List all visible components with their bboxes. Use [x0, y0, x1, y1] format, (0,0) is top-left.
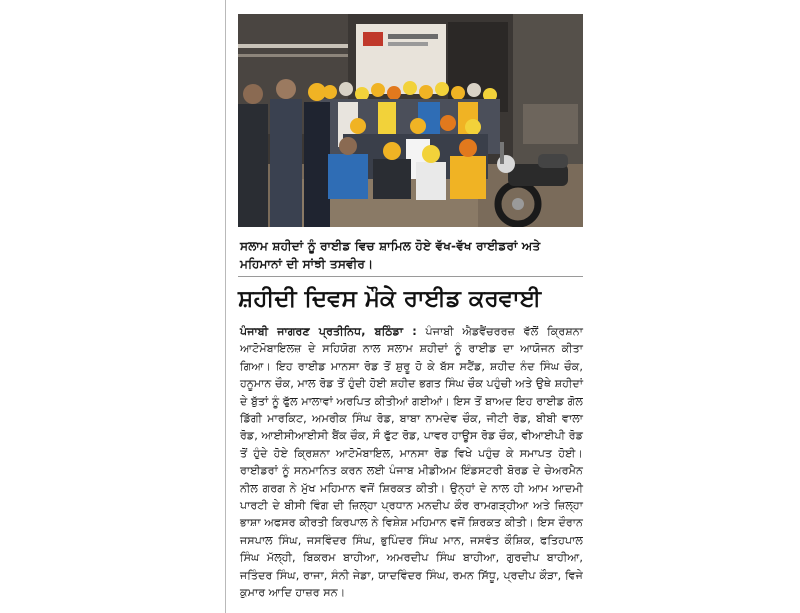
column-divider: [225, 0, 226, 613]
group-photo-illustration: [238, 14, 583, 227]
article-body: [240, 323, 583, 602]
caption-divider: [238, 276, 583, 277]
byline: ਪੰਜਾਬੀ ਜਾਗਰਣ ਪ੍ਰਤੀਨਿਧ, ਬਠਿੰਡਾ :: [240, 325, 417, 338]
photo-caption: ਸਲਾਮ ਸ਼ਹੀਦਾਂ ਨੂੰ ਰਾਈਡ ਵਿਚ ਸ਼ਾਮਿਲ ਹੋਏ ਵੱਖ-ਵੱਖ ਰਾਈਡਰਾਂ ਅਤੇ ਮਹਿਮਾਨਾਂ ਦੀ ਸਾਂਝੀ ਤਸਵੀਰ।: [240, 239, 541, 271]
headline: ਸ਼ਹੀਦੀ ਦਿਵਸ ਮੌਕੇ ਰਾਈਡ ਕਰਵਾਈ: [238, 285, 542, 312]
news-photo: [238, 14, 583, 227]
article-text: ਪੰਜਾਬੀ ਐਡਵੈਂਚਰਰਜ਼ ਵੱਲੋਂ ਕ੍ਰਿਸ਼ਨਾ ਆਟੋਮੋਬਾਇਲਜ਼ ਦੇ ਸਹਿਯੋਗ ਨਾਲ ਸਲਾਮ ਸ਼ਹੀਦਾਂ ਨੂੰ ਰਾਈਡ ਦਾ ਆਯੋਜਨ ਕੀਤਾ ਗਿਆ। ਇਹ ਰਾਈਡ ਮਾਨਸਾ ਰੋਡ ਤੋਂ ਸ਼ੁਰੂ ਹੋ ਕੇ ਬੱਸ ਸਟੈਂਡ, ਸ਼ਹੀਦ ਨੰਦ ਸਿੰਘ ਚੌਕ, ਹਨੂਮਾਨ ਚੌਕ, ਮਾਲ ਰੋਡ ਤੋਂ ਹੁੰਦੀ ਹੋਈ ਸ਼ਹੀਦ ਭਗਤ ਸਿੰਘ ਚੌਕ ਪਹੁੰਚੀ ਅਤੇ ਉਥੇ ਸ਼ਹੀਦਾਂ ਦੇ ਬੁੱਤਾਂ ਨੂੰ ਫੁੱਲ ਮਾਲਾਵਾਂ ਅਰਪਿਤ ਕੀਤੀਆਂ ਗਈਆਂ। ਇਸ ਤੋਂ ਬਾਅਦ ਇਹ ਰਾਈਡ ਗੋਲ ਡਿੱਗੀ ਮਾਰਕਿਟ, ਅਮਰੀਕ ਸਿੰਘ ਰੋਡ, ਬਾਬਾ ਨਾਮਦੇਵ ਚੌਕ, ਜੀਟੀ ਰੋਡ, ਬੀਬੀ ਵਾਲਾ ਰੋਡ, ਆਈਸੀਆਈਸੀ ਬੈਂਕ ਚੌਕ, ਸੌ ਫੁੱਟ ਰੋਡ, ਪਾਵਰ ਹਾਊਸ ਰੋਡ ਚੌਕ, ਵੀਆਈਪੀ ਰੋਡ ਤੋਂ ਹੁੰਦੇ ਹੋਏ ਕ੍ਰਿਸ਼ਨਾ ਆਟੋਮੋਬਾਇਲ, ਮਾਨਸਾ ਰੋਡ ਵਿਖੇ ਪਹੁੰਚ ਕੇ ਸਮਾਪਤ ਹੋਈ। ਰਾਈਡਰਾਂ ਨੂੰ ਸਨਮਾਨਿਤ ਕਰਨ ਲਈ ਪੰਜਾਬ ਮੀਡੀਅਮ ਇੰਡਸਟਰੀ ਬੋਰਡ ਦੇ ਚੇਅਰਮੈਨ ਨੀਲ ਗਰਗ ਨੇ ਮੁੱਖ ਮਹਿਮਾਨ ਵਜੋਂ ਸ਼ਿਰਕਤ ਕੀਤੀ। ਉਨ੍ਹਾਂ ਦੇ ਨਾਲ ਹੀ ਆਮ ਆਦਮੀ ਪਾਰਟੀ ਦੇ ਬੀਸੀ ਵਿੰਗ ਦੀ ਜ਼ਿਲ੍ਹਾ ਪ੍ਰਧਾਨ ਮਨਦੀਪ ਕੌਰ ਰਾਮਗੜ੍ਹੀਆ ਅਤੇ ਜ਼ਿਲ੍ਹਾ ਭਾਸ਼ਾ ਅਫਸਰ ਕੀਰਤੀ ਕਿਰਪਾਲ ਨੇ ਵਿਸ਼ੇਸ਼ ਮਹਿਮਾਨ ਵਜੋਂ ਸ਼ਿਰਕਤ ਕੀਤੀ। ਇਸ ਦੌਰਾਨ ਜਸਪਾਲ ਸਿੰਘ, ਜਸਵਿੰਦਰ ਸਿੰਘ, ਭੁਪਿੰਦਰ ਸਿੰਘ ਮਾਨ, ਜਸਵੰਤ ਕੌਸ਼ਿਕ, ਫਤਿਹਪਾਲ ਸਿੰਘ ਮੱਲ੍ਹੀ, ਬਿਕਰਮ ਬਾਹੀਆ, ਅਮਰਦੀਪ ਸਿੰਘ ਬਾਹੀਆ, ਗੁਰਦੀਪ ਬਾਹੀਆ, ਜਤਿੰਦਰ ਸਿੰਘ, ਰਾਜਾ, ਸੰਨੀ ਜੇਡਾ, ਯਾਦਵਿੰਦਰ ਸਿੰਘ, ਰਮਨ ਸਿੱਧੂ, ਪ੍ਰਦੀਪ ਕੌੜਾ, ਵਿਜੇ ਕੁਮਾਰ ਆਦਿ ਹਾਜ਼ਰ ਸਨ।: [240, 325, 583, 600]
